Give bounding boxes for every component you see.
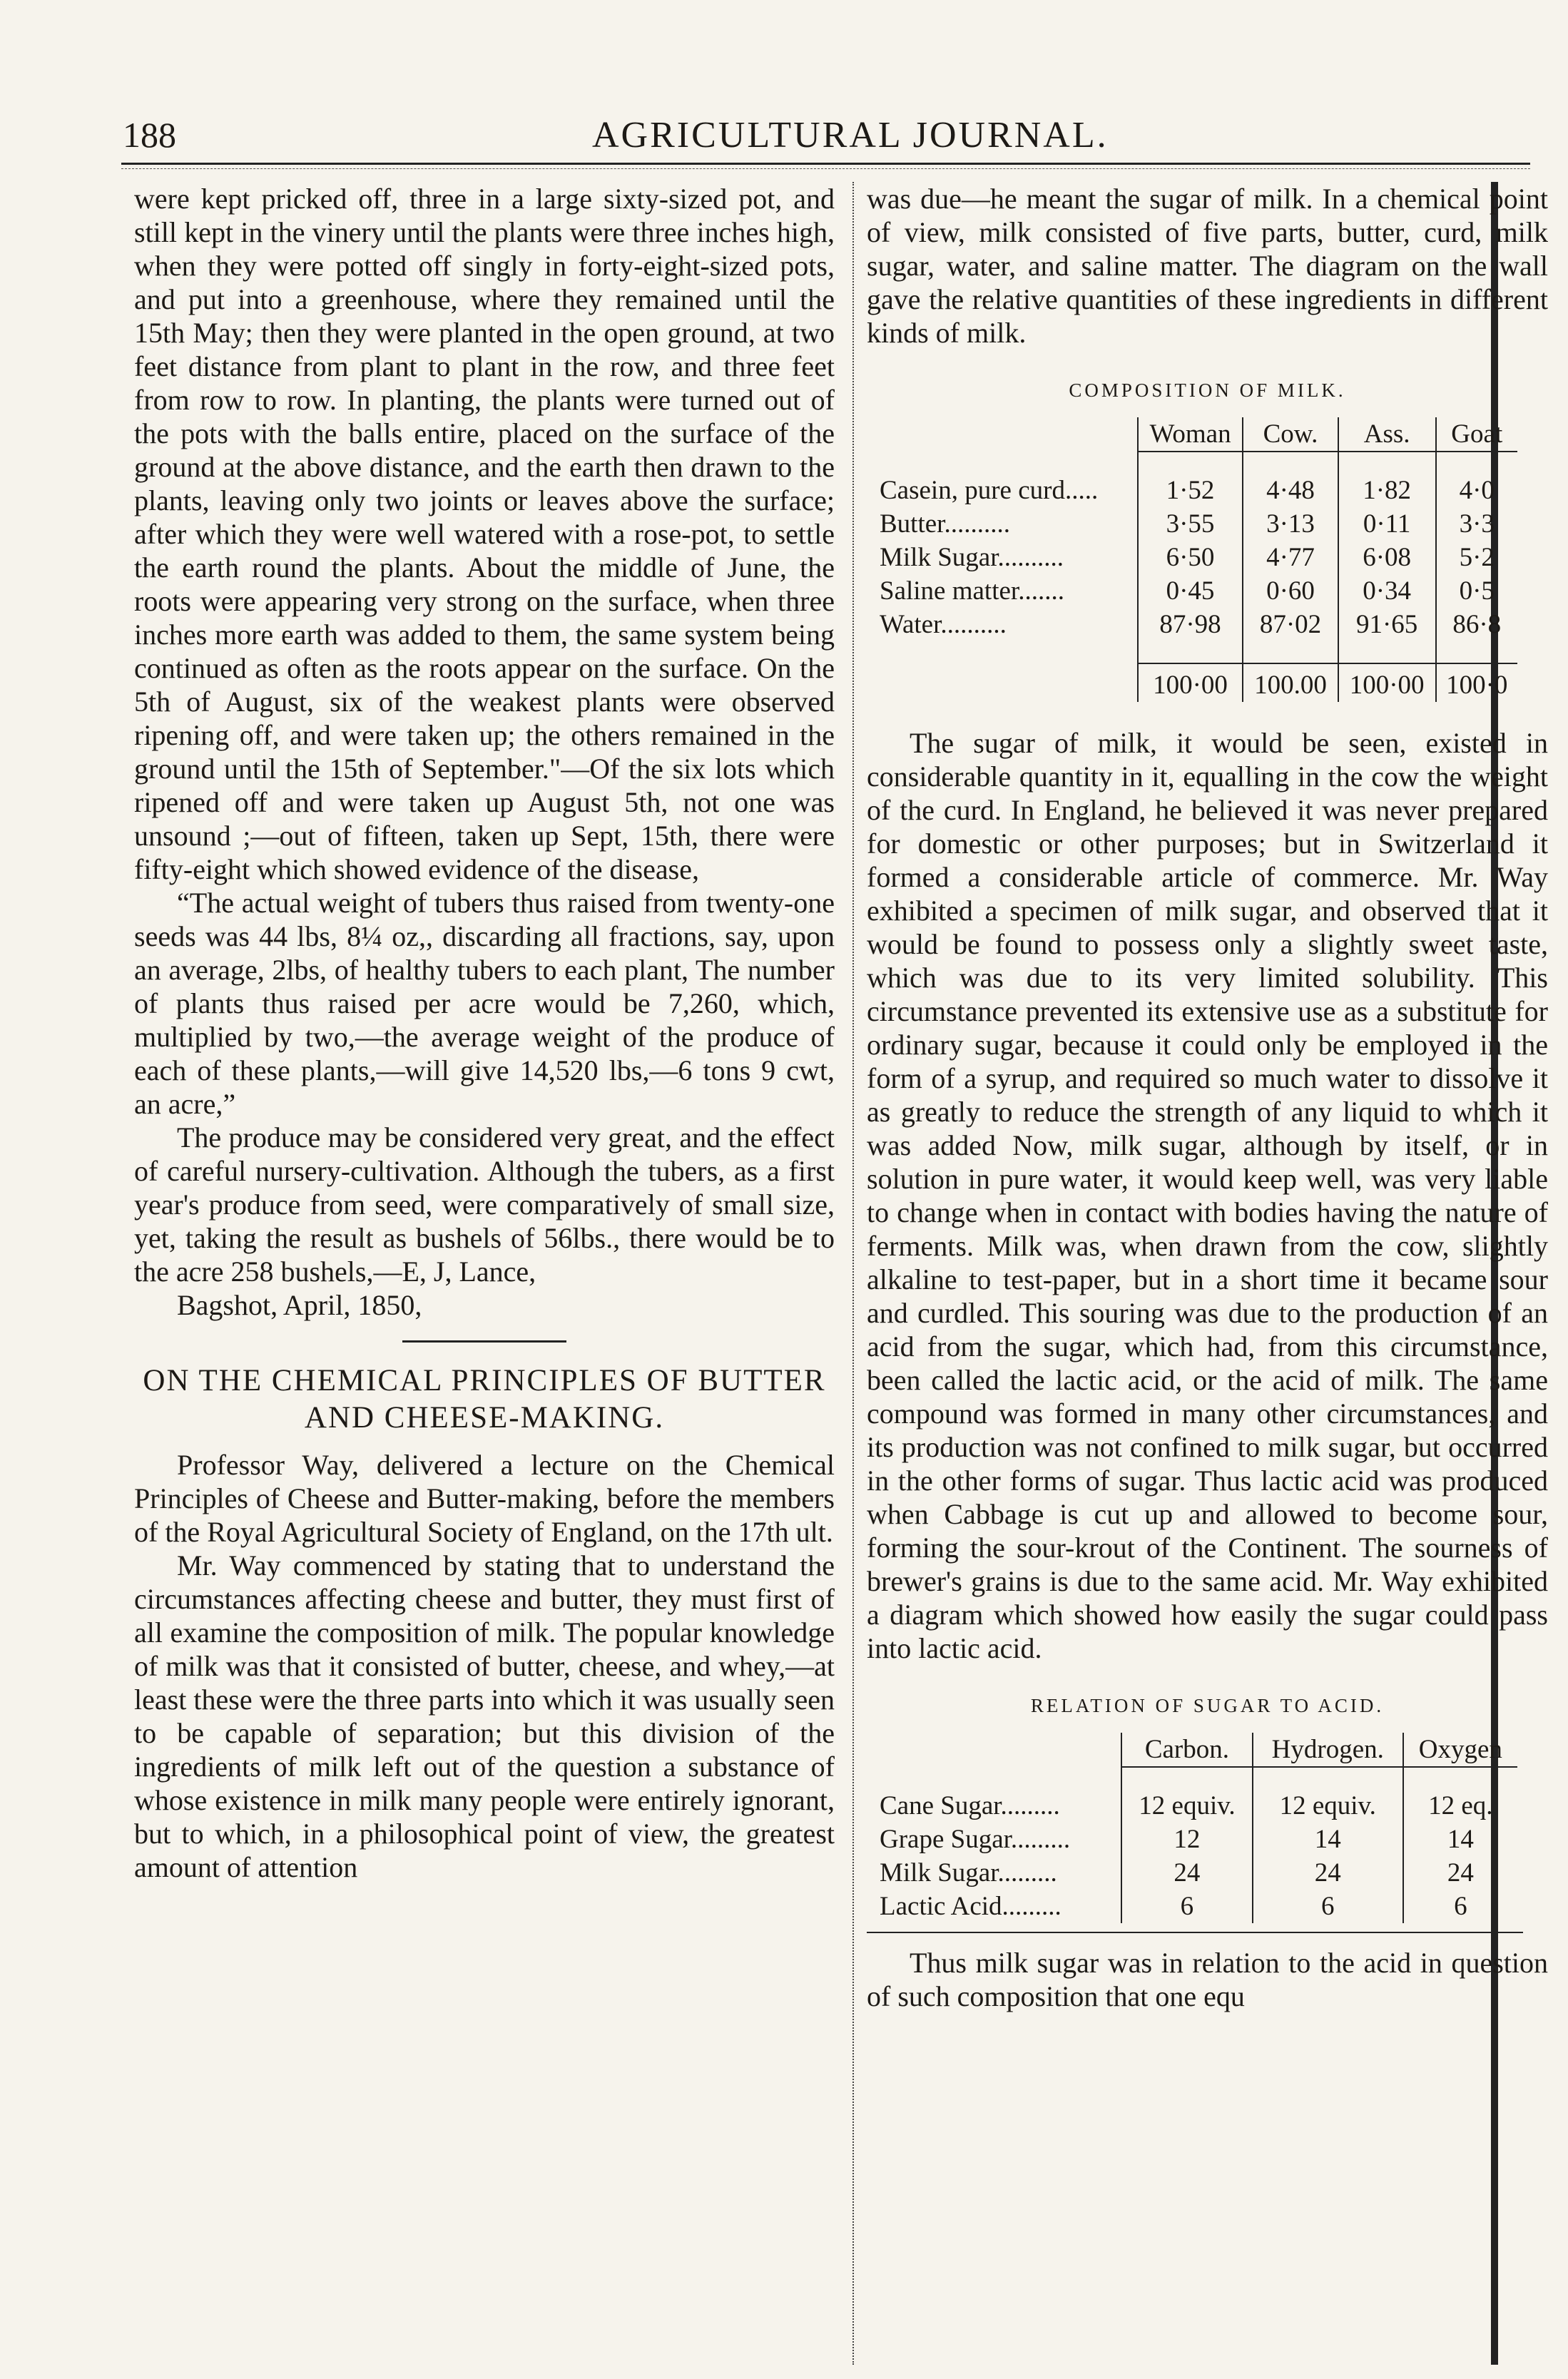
column-header: Ass. [1338,417,1436,452]
row-label: Milk Sugar.......... [880,543,1064,572]
continuation-paragraph: The produce may be considered very great, and the effect of careful nursery-cultivation. Although the tubers, as a first year's produce from seed, were comparatively of small size, yet, taking the result as bushels of 56lbs., there would be to the acre 258 bushels,—E, J, Lance, [134,1121,835,1288]
cell-value: 14 [1403,1823,1517,1856]
cell-value: 0·11 [1338,507,1436,541]
milk-table-caption: COMPOSITION OF MILK. [1069,379,1346,401]
milk-composition-table [875,417,1517,702]
page-number: 188 [123,115,176,155]
cell-value: 1·52 [1138,474,1243,507]
column-header: Oxygen [1403,1733,1517,1767]
article-paragraph: Professor Way, delivered a lecture on the Chemical Principles of Cheese and Butter-making, before the members of the Royal Agricultural Society of England, on the 17th ult. [134,1449,835,1548]
cell-value: 6·08 [1338,541,1436,574]
cell-value: 12 eq. [1403,1789,1517,1823]
cell-value: 24 [1253,1856,1403,1890]
intro-paragraph: was due—he meant the sugar of milk. In a chemical point of view, milk consisted of five parts, butter, curd, milk sugar, water, and saline matter. The diagram on the wall gave the relative quantities of these ingredients in different kinds of milk. [867,183,1548,349]
cell-value: 12 equiv. [1121,1789,1253,1823]
total-value: 100·0 [1436,663,1517,702]
cell-value: 87·02 [1243,608,1338,641]
running-title: AGRICULTURAL JOURNAL. [592,115,1109,156]
cell-value: 86·8 [1436,608,1517,641]
table-row [875,608,1517,641]
cell-value: 12 [1121,1823,1253,1856]
continuation-paragraph: “The actual weight of tubers thus raised from twenty-one seeds was 44 lbs, 8¼ oz,, discarding all fractions, say, upon an average, 2lbs, of healthy tubers to each plant, The number of plants thus raised per acre would be 7,260, which, multiplied by two,—the average weight of the produce of each of these plants,—will give 14,520 lbs,—6 tons 9 cwt, an acre,” [134,887,835,1120]
table-rule [867,1932,1523,1933]
cell-value: 14 [1253,1823,1403,1856]
cell-value: 91·65 [1338,608,1436,641]
cell-value: 6 [1253,1890,1403,1923]
cell-value: 1·82 [1338,474,1436,507]
cell-value: 0·45 [1138,574,1243,608]
sugar-acid-table [875,1733,1517,1923]
dateline: Bagshot, April, 1850, [177,1289,422,1321]
cell-value: 5·2 [1436,541,1517,574]
table-row [875,1890,1517,1923]
cell-value: 24 [1121,1856,1253,1890]
total-value: 100.00 [1243,663,1338,702]
header-rule-dashed [121,168,1530,169]
total-value: 100·00 [1138,663,1243,702]
cell-value: 3·13 [1243,507,1338,541]
cell-value: 4·0 [1436,474,1517,507]
table-row [875,507,1517,541]
section-rule [402,1340,566,1343]
column-header: Goat [1436,417,1517,452]
cell-value: 24 [1403,1856,1517,1890]
header-rule [121,163,1530,165]
left-column [134,182,835,2365]
continuation-paragraph: were kept pricked off, three in a large sixty-sized pot, and still kept in the vinery until the plants were three inches high, when they were potted off singly in forty-eight-sized pots, and put into a greenhouse, where they remained until the 15th May; then they were planted in the open ground, at two feet distance from plant to plant in the row, and three feet from row to row. In planting, the plants were turned out of the pots with the balls entire, placed on the surface of the ground at the above distance, and the earth then drawn to the plants, leaving only two joints or leaves above the surface; after which they were well watered with a rose-pot, to settle the earth round the plants. About the middle of June, the roots were appearing very strong on the surface, when three inches more earth was added to them, the same system being continued as often as the roots appear on the surface. On the 5th of August, six of the weakest plants were observed ripening off, and were taken up; the others remained in the ground until the 15th of September."—Of the six lots which ripened off and were taken up August 5th, not one was unsound ;—out of fifteen, taken up Sept, 15th, there were fifty-eight which showed evidence of the disease, [134,183,835,885]
cell-value: 4·48 [1243,474,1338,507]
table-row [875,1823,1517,1856]
cell-value: 6 [1121,1890,1253,1923]
cell-value: 6 [1403,1890,1517,1923]
row-label: Lactic Acid......... [880,1892,1062,1921]
row-label: Casein, pure curd..... [880,476,1099,505]
row-label: Butter.......... [880,509,1010,539]
cell-value: 12 equiv. [1253,1789,1403,1823]
row-label: Cane Sugar......... [880,1791,1060,1820]
column-header: Woman [1138,417,1243,452]
table-row [875,574,1517,608]
column-header: Hydrogen. [1253,1733,1403,1767]
cell-value: 6·50 [1138,541,1243,574]
body-paragraph: The sugar of milk, it would be seen, existed in considerable quantity in it, equalling in the cow the weight of the curd. In England, he believed it was never prepared for domestic or other purposes; but in Switzerland it formed a considerable article of commerce. Mr. Way exhibited a specimen of milk sugar, and observed that it would be found to possess only a slightly sweet taste, which was due to its very limited solubility. This circumstance prevented its extensive use as a substitute for ordinary sugar, because it could only be employed in the form of a syrup, and required so much water to dissolve it as greatly to reduce the strength of any liquid to which it was added Now, milk sugar, although by itself, or in solution in pure water, it would keep well, was very liable to change when in contact with bodies having the nature of ferments. Milk was, when drawn from the cow, slightly alkaline to test-paper, but in a short time it became sour and curdled. This souring was due to the production of an acid from the sugar, which had, from this circumstance, been called the lactic acid, or the acid of milk. The same compound was formed in many other circumstances, and its production was not confined to milk sugar, but occurred in the other forms of sugar. Thus lactic acid was produced when Cabbage is cut up and allowed to become sour, forming the sour-krout of the Continent. The sourness of brewer's grains is due to the same acid. Mr. Way exhibited a diagram which showed how easily the sugar could pass into lactic acid. [867,727,1548,1664]
cell-value: 4·77 [1243,541,1338,574]
right-column [867,182,1548,2365]
acid-table-caption: RELATION OF SUGAR TO ACID. [1030,1695,1385,1716]
cell-value: 0·34 [1338,574,1436,608]
column-header: Carbon. [1121,1733,1253,1767]
table-total-row [875,663,1517,702]
cell-value: 0·5 [1436,574,1517,608]
article-paragraph: Mr. Way commenced by stating that to understand the circumstances affecting cheese and butter, they must first of all examine the composition of milk. The popular knowledge of milk was that it consisted of butter, cheese, and whey,—at least these were the three parts into which it was usually seen to be capable of separation; but this division of the ingredients of milk left out of the question a substance of whose existence in milk many people were entirely ignorant, but to which, in a philosophical point of view, the greatest amount of attention [134,1549,835,1883]
closing-paragraph: Thus milk sugar was in relation to the acid in question of such composition that one equ [867,1947,1548,2012]
table-row [875,541,1517,574]
column-divider [852,182,854,2365]
row-label: Saline matter....... [880,576,1064,606]
cell-value: 3·55 [1138,507,1243,541]
row-label: Water.......... [880,610,1007,639]
cell-value: 3·3 [1436,507,1517,541]
total-value: 100·00 [1338,663,1436,702]
page-header [0,107,1568,164]
cell-value: 0·60 [1243,574,1338,608]
row-label: Grape Sugar......... [880,1825,1071,1854]
row-label: Milk Sugar......... [880,1858,1057,1888]
cell-value: 87·98 [1138,608,1243,641]
table-row [875,474,1517,507]
article-title: ON THE CHEMICAL PRINCIPLES OF BUTTER AND CHEESE-MAKING. [143,1364,826,1435]
column-header: Cow. [1243,417,1338,452]
table-row [875,1856,1517,1890]
table-row [875,1789,1517,1823]
